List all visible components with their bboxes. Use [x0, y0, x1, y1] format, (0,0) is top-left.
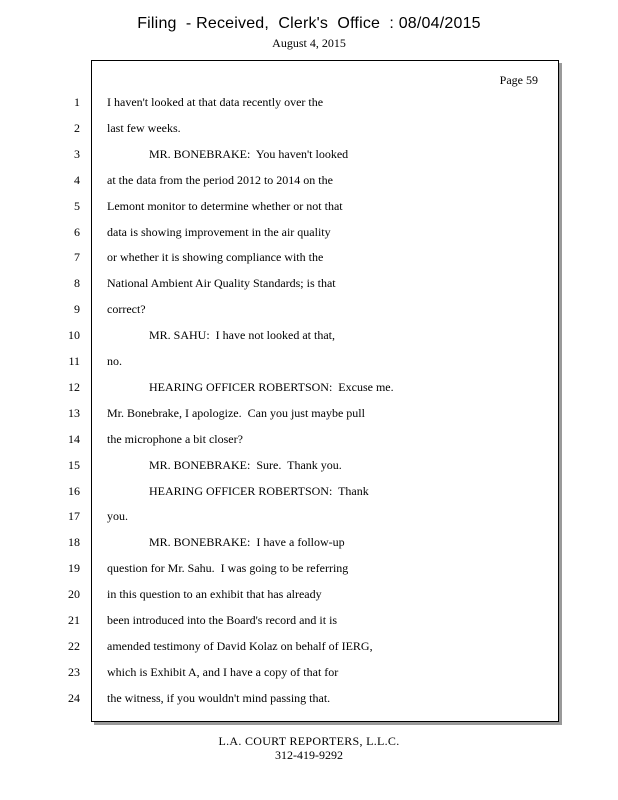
transcript-line: the witness, if you wouldn't mind passing that.: [107, 691, 331, 705]
line-number: 10: [68, 328, 80, 342]
line-number: 14: [68, 432, 80, 446]
line-number: 9: [74, 302, 80, 316]
line-number: 5: [74, 199, 80, 213]
filing-stamp: Filing - Received, Clerk's Office : 08/04/2015: [137, 15, 481, 32]
transcript-line: the microphone a bit closer?: [107, 432, 243, 446]
transcript-line: amended testimony of David Kolaz on behalf of IERG,: [107, 639, 373, 653]
transcript-line: last few weeks.: [107, 121, 181, 135]
line-number: 8: [74, 276, 80, 290]
line-number: 15: [68, 458, 80, 472]
transcript-line: MR. BONEBRAKE: I have a follow-up: [149, 535, 345, 549]
page-number: Page 59: [499, 73, 538, 87]
line-number: 23: [68, 665, 80, 679]
line-number: 6: [74, 225, 80, 239]
transcript-line: data is showing improvement in the air quality: [107, 225, 331, 239]
transcript-line: MR. BONEBRAKE: Sure. Thank you.: [149, 458, 342, 472]
transcript-line: question for Mr. Sahu. I was going to be referring: [107, 561, 349, 575]
transcript-line: in this question to an exhibit that has already: [107, 587, 322, 601]
line-number: 17: [68, 509, 80, 523]
line-number: 7: [74, 250, 80, 264]
reporter-company: L.A. COURT REPORTERS, L.L.C.: [218, 734, 400, 748]
transcript-line: National Ambient Air Quality Standards; is that: [107, 276, 336, 290]
transcript-line: at the data from the period 2012 to 2014 on the: [107, 173, 333, 187]
transcript-line: which is Exhibit A, and I have a copy of that for: [107, 665, 339, 679]
line-number: 19: [68, 561, 80, 575]
transcript-line: MR. SAHU: I have not looked at that,: [149, 328, 335, 342]
line-number: 2: [74, 121, 80, 135]
line-number: 16: [68, 484, 80, 498]
reporter-phone: 312-419-9292: [275, 748, 343, 762]
transcript-line: I haven't looked at that data recently over the: [107, 95, 324, 109]
line-number: 4: [74, 173, 80, 187]
line-number: 12: [68, 380, 80, 394]
transcript-line: correct?: [107, 302, 146, 316]
transcript-line: Lemont monitor to determine whether or not that: [107, 199, 343, 213]
line-number: 11: [68, 354, 80, 368]
line-number: 20: [68, 587, 80, 601]
transcript-line: HEARING OFFICER ROBERTSON: Excuse me.: [149, 380, 394, 394]
transcript-line: no.: [107, 354, 122, 368]
line-number: 21: [68, 613, 80, 627]
line-number: 22: [68, 639, 80, 653]
line-number: 1: [74, 95, 80, 109]
line-number: 18: [68, 535, 80, 549]
transcript-line: HEARING OFFICER ROBERTSON: Thank: [149, 484, 369, 498]
transcript-line: you.: [107, 509, 128, 523]
line-number: 24: [68, 691, 80, 705]
line-number: 3: [74, 147, 80, 161]
transcript-date: August 4, 2015: [272, 36, 346, 50]
transcript-line: been introduced into the Board's record and it is: [107, 613, 338, 627]
line-number: 13: [68, 406, 80, 420]
transcript-line: or whether it is showing compliance with the: [107, 250, 324, 264]
transcript-line: MR. BONEBRAKE: You haven't looked: [149, 147, 349, 161]
transcript-line: Mr. Bonebrake, I apologize. Can you just maybe pull: [107, 406, 365, 420]
